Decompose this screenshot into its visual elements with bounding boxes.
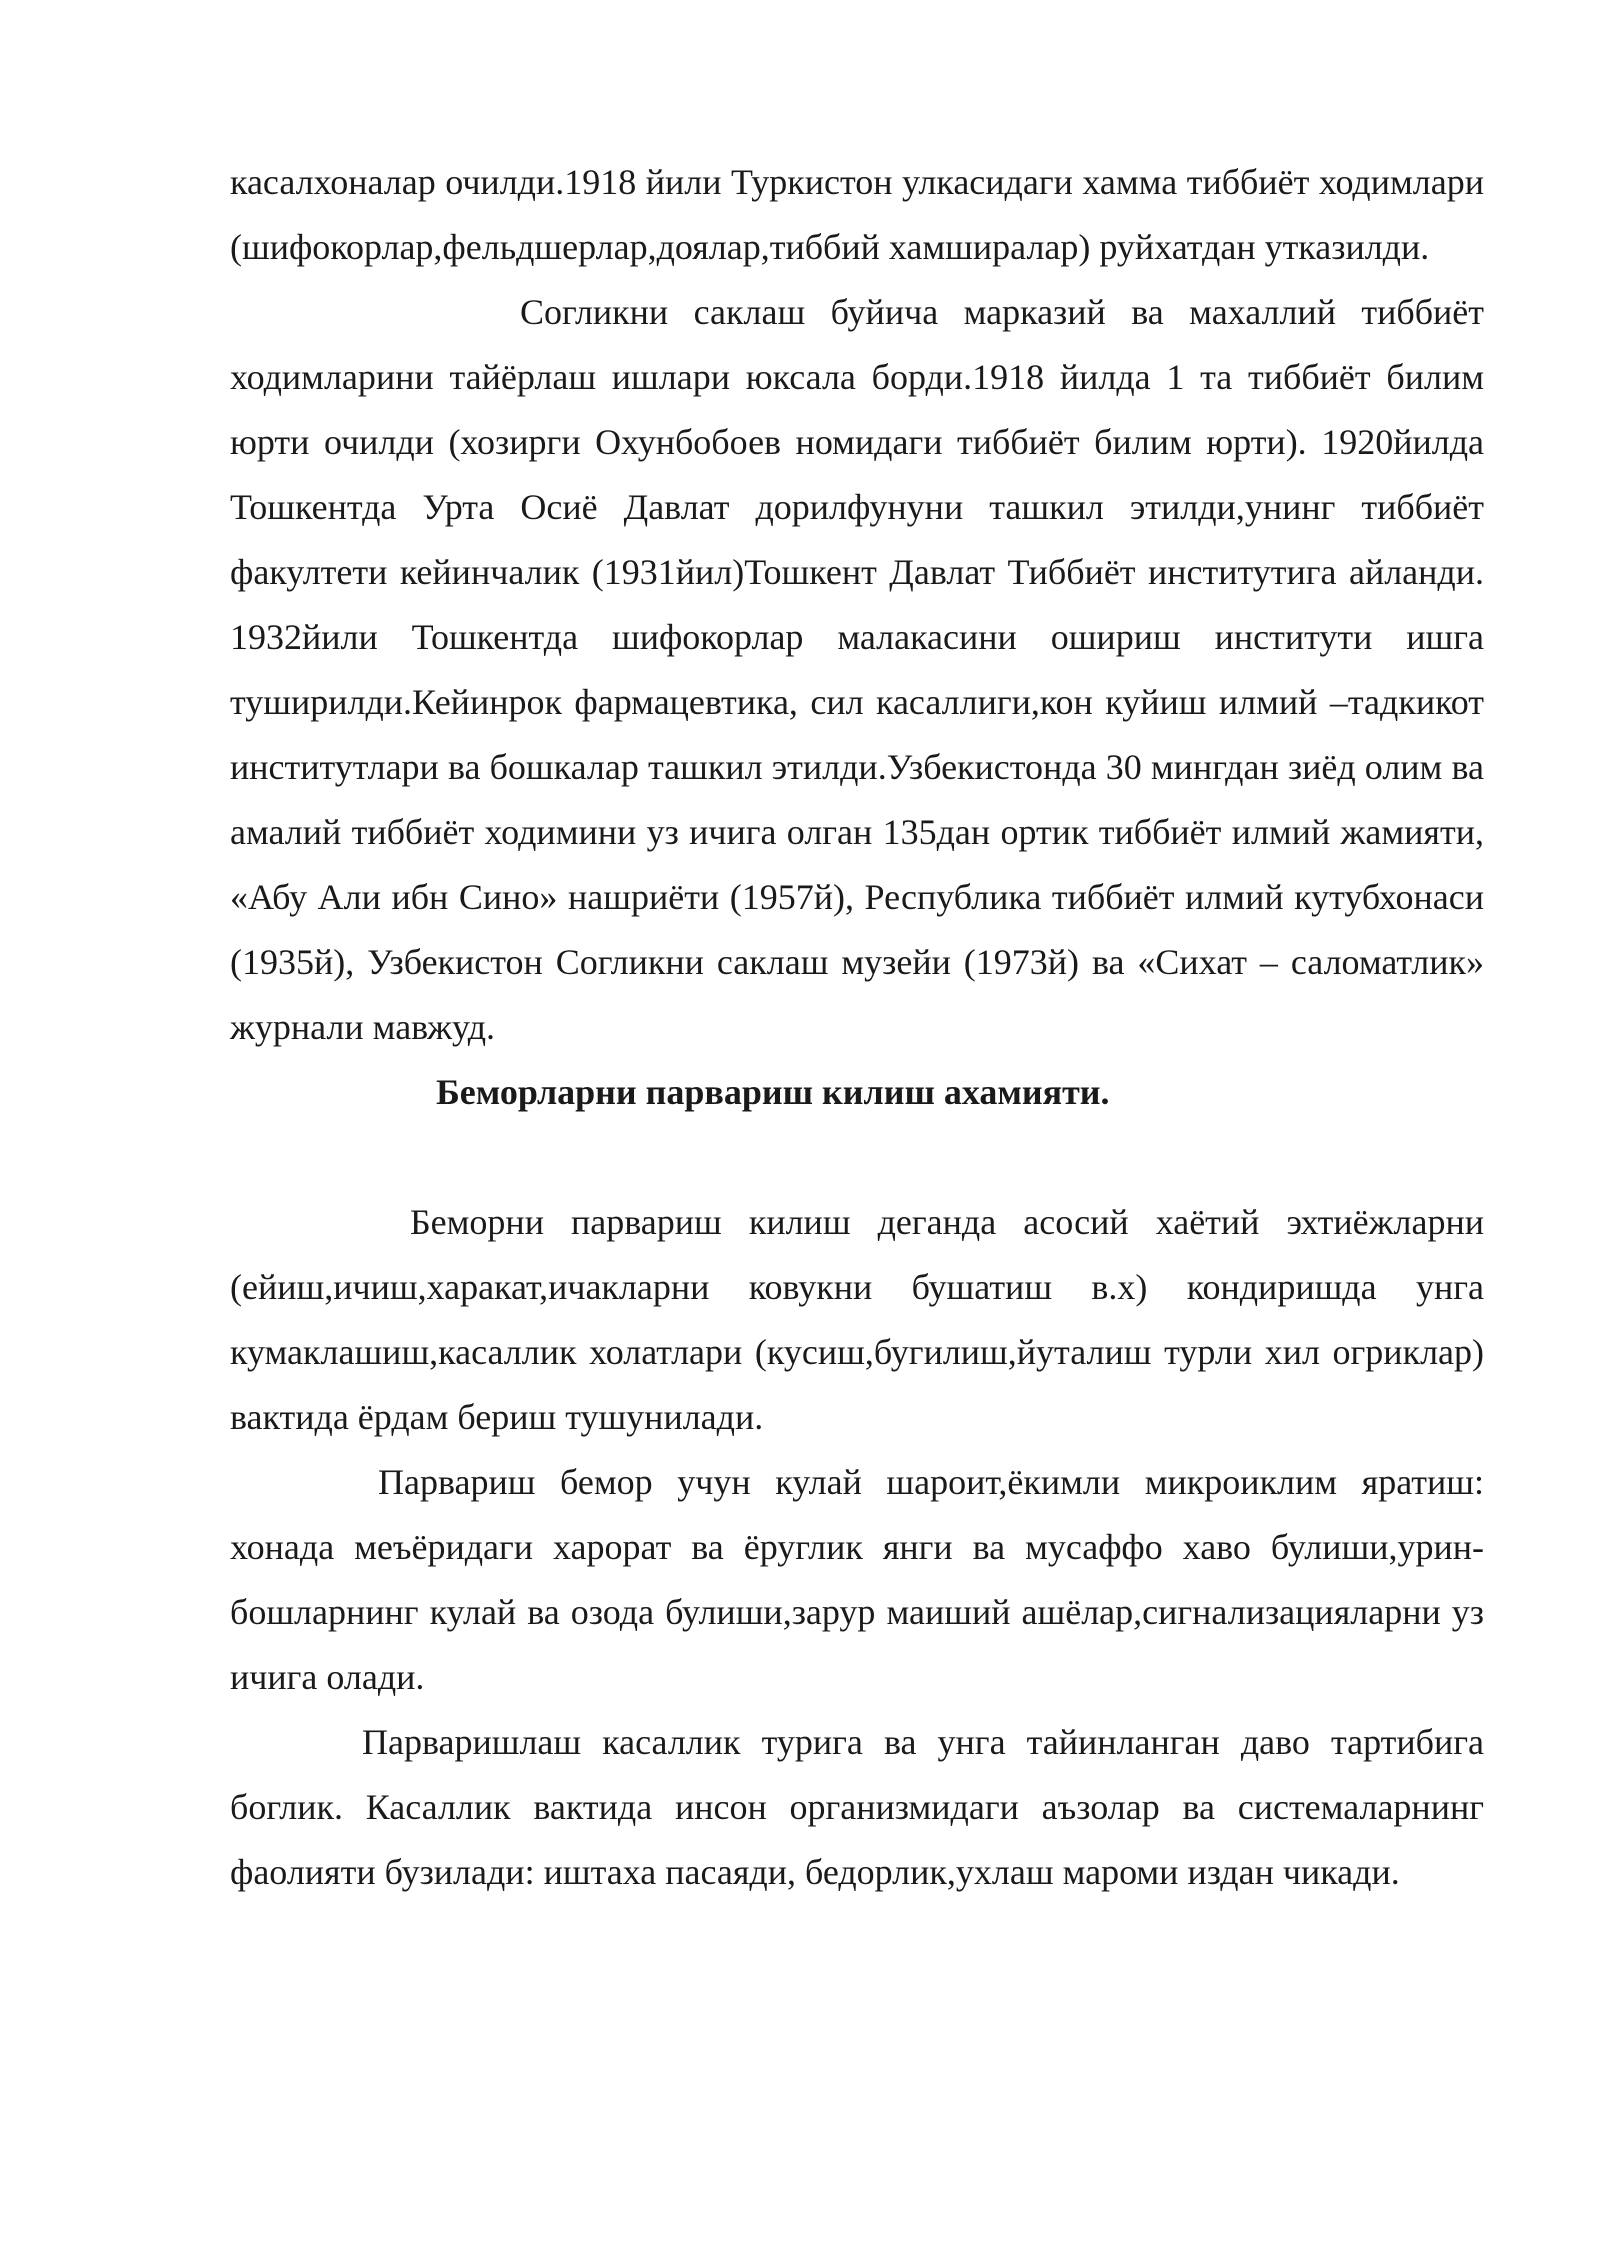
section-spacer: [230, 1125, 1484, 1190]
paragraph-hospitals-registration: касалхоналар очилди.1918 йили Туркистон улкасидаги хамма тиббиёт ходимлари (шифокорлар,фельдшерлар,доялар,тиббий хамширалар) руйхатдан утказилди.: [230, 162, 1484, 267]
paragraph-medical-education-history: Согликни саклаш буйича марказий ва махаллий тиббиёт ходимларини тайёрлаш ишлари юксала борди.1918 йилда 1 та тиббиёт билим юрти очилди (хозирги Охунбобоев номидаги тиббиёт билим юрти). 1920йилда Тошкентда Урта Осиё Давлат дорилфунуни ташкил этилди,унинг тиббиёт факултети кейинчалик (1931йил)Тошкент Давлат Тиббиёт институтига айланди. 1932йили Тошкентда шифокорлар малакасини ошириш институти ишга туширилди.Кейинрок фармацевтика, сил касаллиги,кон куйиш илмий –тадкикот институтлари ва бошкалар ташкил этилди.Узбекистонда 30 мингдан зиёд олим ва амалий тиббиёт ходимини уз ичига олган 135дан ортик тиббиёт илмий жамияти, «Абу Али ибн Сино» нашриёти (1957й), Республика тиббиёт илмий кутубхонаси (1935й), Узбекистон Согликни саклаш музейи (1973й) ва «Сихат – саломатлик» журнали мавжуд.: [230, 292, 1484, 1047]
section-heading: Беморларни парвариш килиш ахамияти.: [436, 1072, 1110, 1112]
paragraph-care-conditions: Парвариш бемор учун кулай шароит,ёкимли микроиклим яратиш: хонада меъёридаги харорат ва ёруглик янги ва мусаффо хаво булиши,урин-бошларнинг кулай ва озода булиши,зарур маиший ашёлар,сигнализацияларни уз ичига олади.: [230, 1462, 1484, 1697]
paragraph-care-dependence: Парваришлаш касаллик турига ва унга тайинланган даво тартибига боглик. Касаллик вактида инсон организмидаги аъзолар ва системаларнинг фаолияти бузилади: иштаха пасаяди, бедорлик,ухлаш мароми издан чикади.: [230, 1722, 1484, 1892]
document-body: [230, 150, 1484, 1905]
paragraph-care-definition: Беморни парвариш килиш деганда асосий хаётий эхтиёжларни (ейиш,ичиш,харакат,ичакларни ковукни бушатиш в.х) кондиришда унга кумаклашиш,касаллик холатлари (кусиш,бугилиш,йуталиш турли хил огриклар) вактида ёрдам бериш тушунилади.: [230, 1202, 1484, 1437]
